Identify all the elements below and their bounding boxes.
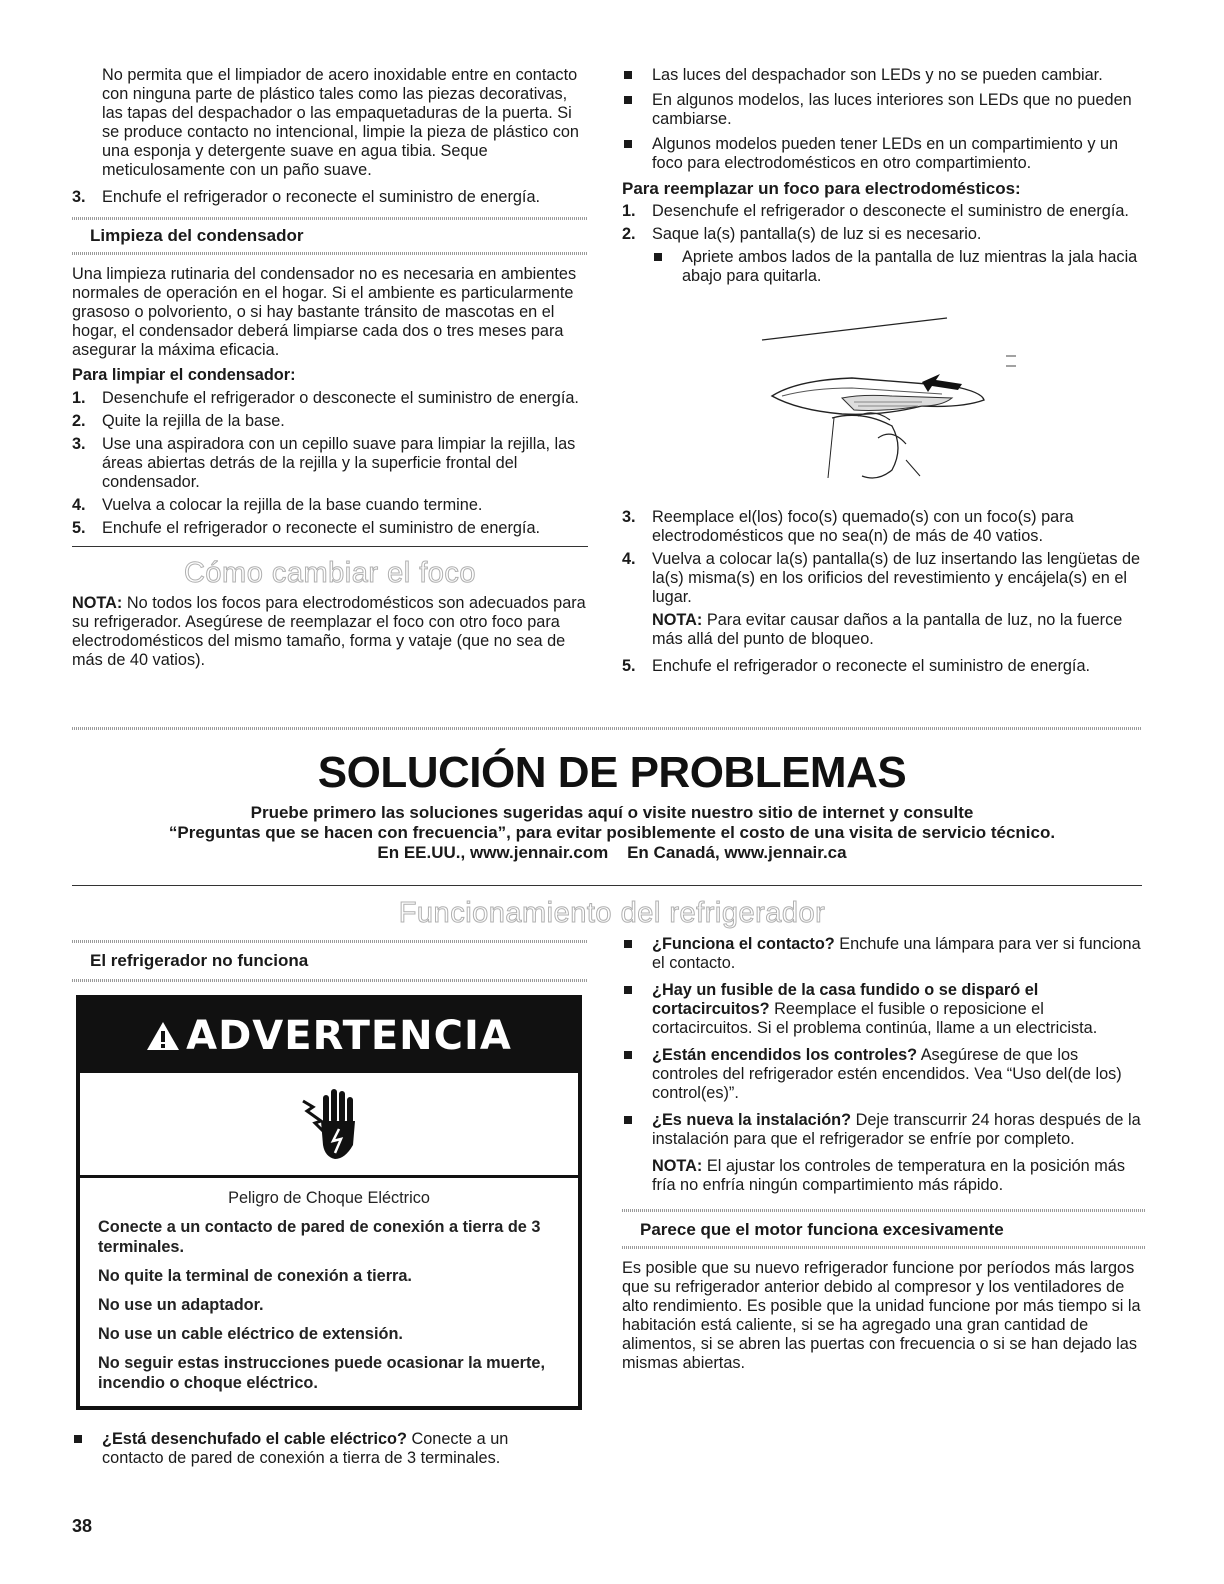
step-text: Enchufe el refrigerador o reconecte el suministro de energía.: [652, 657, 1091, 675]
page-divider: [72, 727, 1142, 730]
bullet-square-icon: [624, 71, 632, 79]
list-item: [622, 91, 1146, 129]
list-item: [622, 550, 1146, 607]
bulb-note: [72, 594, 588, 670]
condenser-intro: Una limpieza rutinaria del condensador no es necesaria en ambientes normales de operación en el hogar. Si el ambiente es particularmente grasoso o polvoriento, o si hay bastante tránsito de mascotas en el hogar, el condensador deberá limpiarse cada dos o tres meses para asegurar la máxima eficacia.: [72, 265, 577, 359]
cleaner-warning-paragraph: No permita que el limpiador de acero inoxidable entre en contacto con ninguna parte de plástico tales como las piezas decorativas, las tapas del despachador o las empaquetaduras de la puerta. Si se produce contacto no intencional, limpie la pieza de plástico con una esponja y detergente suave en agua tibia. Seque meticulosamente con un paño suave.: [102, 66, 579, 179]
section-divider: [72, 979, 588, 982]
light-shield-drawing: [622, 298, 1146, 498]
troubleshooting-intro: [0, 803, 1224, 863]
unplugged-check: [72, 1430, 572, 1472]
step-number: 3.: [72, 188, 86, 206]
motor-text: Es posible que su nuevo refrigerador funcione por períodos más largos que su refrigerador anterior debido al compresor y los ventiladores de alto rendimiento. Es posible que la unidad funcione por más tiempo si la habitación está caliente, si se ha agregado una gran cantidad de alimentos, si se abren las puertas con frecuencia o si se han dejado las mismas abiertas.: [622, 1259, 1141, 1372]
step-number: 1.: [622, 202, 636, 220]
intro-line: Pruebe primero las soluciones sugeridas aquí o visite nuestro sitio de internet y consulte: [250, 803, 974, 822]
warning-banner: [80, 999, 578, 1073]
step-number: 3.: [622, 508, 636, 526]
bullet-square-icon: [654, 253, 662, 261]
warning-line: No use un adaptador.: [98, 1296, 264, 1314]
check-answer: Asegúrese de que los controles del refrigerador estén encendidos. Vea “Uso del(de los) control(es)”.: [652, 1046, 1122, 1102]
sub-bullet-list: [622, 248, 1146, 286]
step-number: 3.: [72, 435, 86, 453]
list-item: [622, 935, 1146, 973]
list-item: [72, 412, 588, 431]
warning-line: No use un cable eléctrico de extensión.: [98, 1325, 403, 1343]
electric-shock-hand-icon: [295, 1083, 365, 1165]
check-question: ¿Es nueva la instalación?: [652, 1111, 852, 1129]
step-number: 5.: [72, 519, 86, 537]
note-text: Para evitar causar daños a la pantalla de luz, no la fuerce más allá del punto de bloqueo.: [652, 611, 1123, 648]
list-item: [622, 981, 1146, 1038]
section-divider: [72, 252, 588, 255]
section-divider: [622, 1246, 1146, 1249]
temperature-note: [622, 1157, 1146, 1195]
bullet-text: Apriete ambos lados de la pantalla de luz mientras la jala hacia abajo para quitarla.: [682, 248, 1138, 285]
check-question: ¿Está desenchufado el cable eléctrico?: [102, 1430, 407, 1448]
condenser-step-list: [72, 389, 588, 538]
warning-banner-text: ADVERTENCIA: [186, 1013, 512, 1059]
step-number: 5.: [622, 657, 636, 675]
check-answer: Conecte a un contacto de pared de conexión a tierra de 3 terminales.: [102, 1430, 509, 1467]
bullet-square-icon: [624, 940, 632, 948]
condenser-heading: Limpieza del condensador: [90, 226, 304, 245]
operation-section-heading: Funcionamiento del refrigerador: [398, 897, 826, 929]
check-question: ¿Están encendidos los controles?: [652, 1046, 918, 1064]
condenser-steps-label: Para limpiar el condensador:: [72, 366, 296, 384]
list-item: [72, 435, 588, 492]
bulb-section-heading: Cómo cambiar el foco: [183, 557, 477, 589]
note-label: NOTA:: [652, 611, 703, 629]
list-item: [72, 496, 588, 515]
list-item: [622, 508, 1146, 546]
troubleshooting-title: SOLUCIÓN DE PROBLEMAS: [317, 748, 907, 797]
section-rule: [72, 546, 588, 547]
shield-note: [622, 611, 1146, 649]
not-working-heading: El refrigerador no funciona: [90, 951, 309, 970]
note-text: No todos los focos para electrodomésticos son adecuados para su refrigerador. Asegúrese de reemplazar el foco con otro foco para electrodomésticos del mismo tamaño, forma y vataje (que no sea de más de 40 vatios).: [72, 594, 586, 669]
list-item: [622, 1111, 1146, 1149]
bullet-square-icon: [624, 140, 632, 148]
list-item: [72, 519, 588, 538]
step-text: Vuelva a colocar la(s) pantalla(s) de luz insertando las lengüetas de la(s) misma(s) en los orificios del revestimiento y encájela(s) en el lugar.: [652, 550, 1141, 606]
shock-hazard-area: [80, 1073, 578, 1178]
step-text: Desenchufe el refrigerador o desconecte el suministro de energía.: [652, 202, 1129, 220]
warning-box: [76, 995, 582, 1410]
step-text: Reemplace el(los) foco(s) quemado(s) con un foco(s) para electrodomésticos que no sea(n) de más de 40 vatios.: [652, 508, 1074, 545]
bullet-text: Las luces del despachador son LEDs y no se pueden cambiar.: [652, 66, 1103, 84]
left-column-bottom: [72, 940, 588, 982]
check-answer: Deje transcurrir 24 horas después de la instalación para que el refrigerador se enfríe por completo.: [652, 1111, 1141, 1148]
right-column-top: [622, 66, 1146, 680]
step-text: Enchufe el refrigerador o reconecte el suministro de energía.: [102, 188, 541, 206]
step-text: Enchufe el refrigerador o reconecte el suministro de energía.: [102, 519, 541, 537]
list-item: [622, 225, 1146, 244]
list-item: [622, 202, 1146, 221]
list-item: [72, 1430, 572, 1468]
replace-bulb-final-step: [622, 657, 1146, 676]
warning-line: Conecte a un contacto de pared de conexión a tierra de 3 terminales.: [98, 1218, 541, 1256]
check-list: [622, 935, 1146, 1149]
replace-bulb-label: Para reemplazar un foco para electrodomésticos:: [622, 179, 1021, 198]
list-item: [72, 389, 588, 408]
led-bullet-list: [622, 66, 1146, 173]
list-item: [622, 1046, 1146, 1103]
check-question: ¿Funciona el contacto?: [652, 935, 835, 953]
bullet-text: Algunos modelos pueden tener LEDs en un compartimiento y un foco para electrodomésticos en otro compartimiento.: [652, 135, 1119, 172]
list-item: [622, 135, 1146, 173]
page-number: 38: [72, 1516, 93, 1536]
step-text: Vuelva a colocar la rejilla de la base cuando termine.: [102, 496, 483, 514]
list-item: [622, 657, 1146, 676]
step-text: Quite la rejilla de la base.: [102, 412, 285, 430]
step-number: 2.: [72, 412, 86, 430]
replace-bulb-steps-continued: [622, 508, 1146, 607]
note-label: NOTA:: [72, 594, 123, 612]
cleaning-step-list: [72, 188, 588, 207]
step-number: 4.: [72, 496, 86, 514]
warning-line: No seguir estas instrucciones puede ocasionar la muerte, incendio o choque eléctrico.: [98, 1354, 545, 1392]
check-list: [72, 1430, 572, 1468]
warning-line: No quite la terminal de conexión a tierra.: [98, 1267, 412, 1285]
motor-heading: Parece que el motor funciona excesivamente: [640, 1220, 1004, 1239]
list-item: [622, 66, 1146, 85]
step-number: 2.: [622, 225, 636, 243]
warning-triangle-icon: [146, 1021, 180, 1051]
list-item: [652, 248, 1146, 286]
list-item: [72, 188, 588, 207]
bullet-square-icon: [74, 1435, 82, 1443]
check-answer: Enchufe una lámpara para ver si funciona el contacto.: [652, 935, 1141, 972]
intro-websites: En EE.UU., www.jennair.com En Canadá, www.jennair.ca: [377, 843, 847, 862]
step-text: Saque la(s) pantalla(s) de luz si es necesario.: [652, 225, 982, 243]
bullet-square-icon: [624, 96, 632, 104]
bullet-square-icon: [624, 1051, 632, 1059]
section-rule: [72, 885, 1142, 886]
right-column-bottom: [622, 935, 1146, 1373]
replace-bulb-steps: [622, 202, 1146, 244]
bullet-text: En algunos modelos, las luces interiores son LEDs que no pueden cambiarse.: [652, 91, 1132, 128]
bullet-square-icon: [624, 986, 632, 994]
note-label: NOTA:: [652, 1157, 703, 1175]
check-question: ¿Hay un fusible de la casa fundido o se disparó el cortacircuitos?: [652, 981, 1039, 1018]
step-text: Desenchufe el refrigerador o desconecte el suministro de energía.: [102, 389, 579, 407]
check-answer: Reemplace el fusible o reposicione el cortacircuitos. Si el problema continúa, llame a un electricista.: [652, 1000, 1098, 1037]
hazard-title: Peligro de Choque Eléctrico: [228, 1189, 430, 1207]
light-shield-illustration: [622, 298, 1146, 498]
note-text: El ajustar los controles de temperatura en la posición más fría no enfría ningún compartimiento más rápido.: [652, 1157, 1125, 1194]
step-number: 4.: [622, 550, 636, 568]
warning-text: [80, 1178, 578, 1393]
left-column-top: [72, 66, 588, 670]
bullet-square-icon: [624, 1116, 632, 1124]
step-number: 1.: [72, 389, 86, 407]
intro-line: “Preguntas que se hacen con frecuencia”, para evitar posiblemente el costo de una visita de servicio técnico.: [168, 823, 1056, 842]
step-text: Use una aspiradora con un cepillo suave para limpiar la rejilla, las áreas abiertas detrás de la rejilla y la superficie frontal del condensador.: [102, 435, 576, 491]
